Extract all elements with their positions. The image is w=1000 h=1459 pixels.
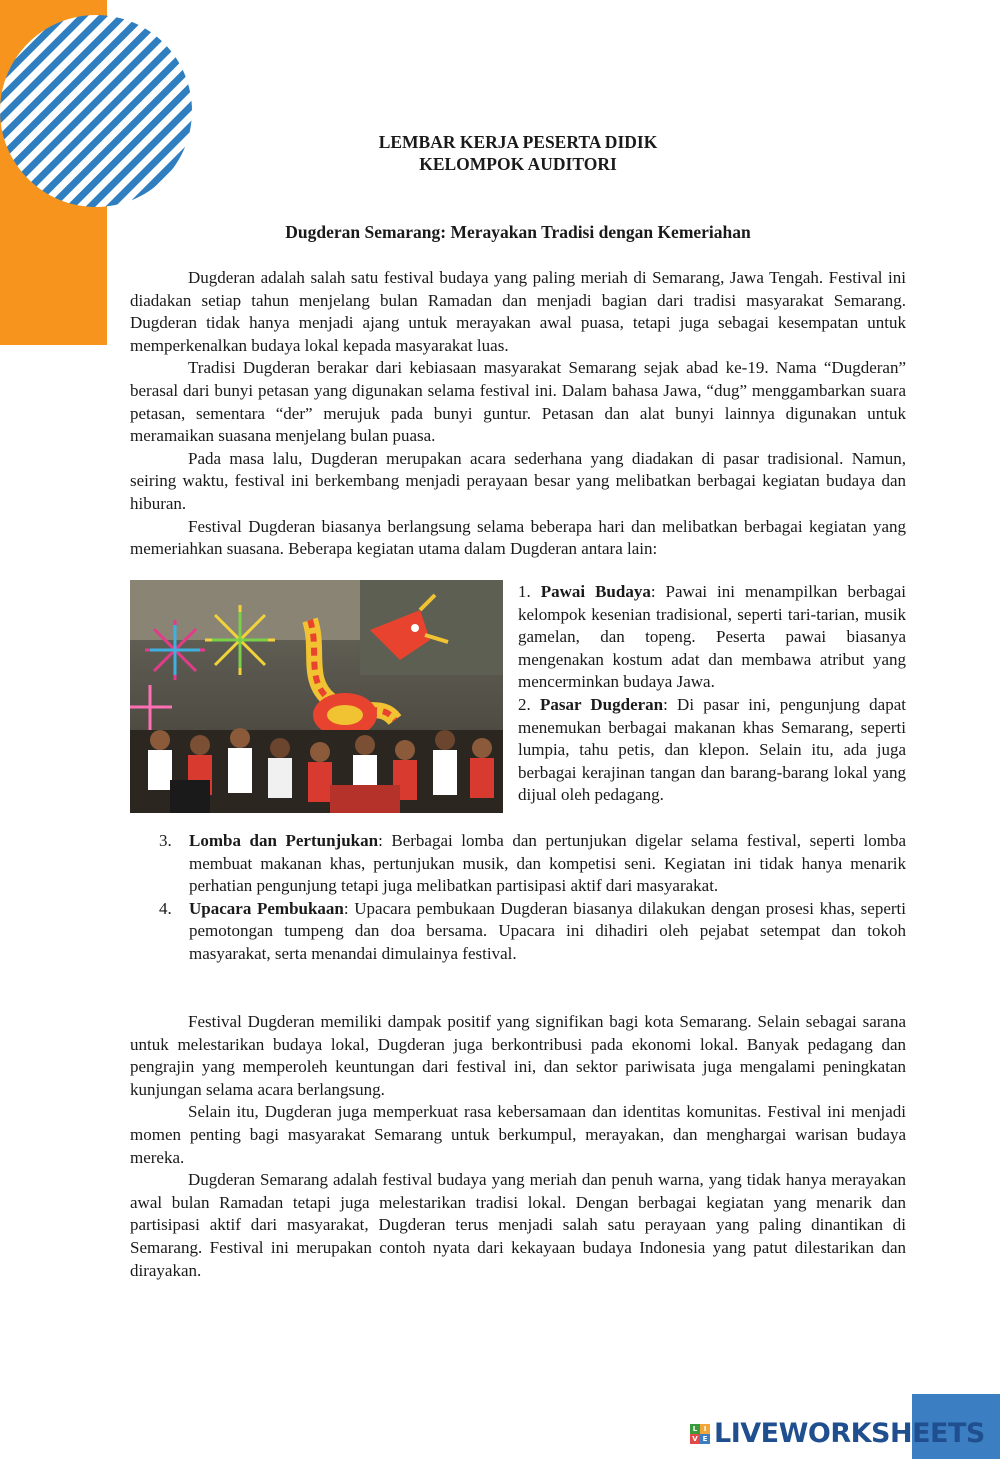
list-item-title: Pawai Budaya <box>540 582 651 601</box>
liveworksheets-logo-icon: L I V E <box>690 1424 710 1444</box>
liveworksheets-brand[interactable] <box>690 1394 1000 1459</box>
paragraph: Dugderan Semarang adalah festival budaya yang meriah dan penuh warna, yang tidak hanya merayakan awal bulan Ramadan tetapi juga melestarikan tradisi lokal. Dengan berbagai kegiatan yang menarik dan partisipasi aktif dari masyarakat, Dugderan terus menjadi salah satu perayaan yang paling dinantikan di Semarang. Festival ini merupakan contoh nyata dari kekayaan budaya Indonesia yang patut dilestarikan dan dirayakan. <box>130 1170 906 1280</box>
activities-side-column <box>518 581 906 807</box>
list-number: 1. <box>518 582 531 601</box>
closing-section <box>130 1011 906 1282</box>
list-number: 4. <box>159 898 172 918</box>
list-item <box>130 830 906 898</box>
group-title: KELOMPOK AUDITORI <box>419 154 617 174</box>
paragraph: Festival Dugderan biasanya berlangsung selama beberapa hari dan melibatkan berbagai kegiatan yang memeriahkan suasana. Beberapa kegiatan utama dalam Dugderan antara lain: <box>130 516 906 559</box>
festival-photo <box>130 580 503 813</box>
intro-section <box>130 267 906 561</box>
list-item-text: : Di pasar ini, pengunjung dapat menemukan berbagai makanan khas Semarang, seperti lumpia, tahu petis, dan klepon. Selain itu, ada juga berbagai kerajinan tangan dan barang-barang lokal yang dijual oleh pedagang. <box>518 694 906 805</box>
list-item <box>518 581 906 694</box>
list-item-title: Lomba dan Pertunjukan <box>189 831 379 850</box>
worksheet-title: LEMBAR KERJA PESERTA DIDIK <box>378 132 658 152</box>
article-title: Dugderan Semarang: Merayakan Tradisi dengan Kemeriahan <box>285 222 751 242</box>
list-number: 3. <box>159 831 172 850</box>
striped-circle-decoration <box>0 15 193 208</box>
activities-list <box>130 830 906 966</box>
list-item <box>130 898 906 966</box>
paragraph: Tradisi Dugderan berakar dari kebiasaan masyarakat Semarang sejak abad ke-19. Nama “Dugderan” berasal dari bunyi petasan yang digunakan selama festival ini. Dalam bahasa Jawa, “dug” menggambarkan suara petasan, sementara “der” merujuk pada bunyi guntur. Petasan dan alat bunyi lainnya digunakan untuk meramaikan suasana menjelang bulan puasa. <box>130 358 906 446</box>
list-item <box>518 694 906 807</box>
list-item-text: : Berbagai lomba dan pertunjukan digelar selama festival, seperti lomba membuat makanan khas, pertunjukan musik, dan kompetisi seni. Kegiatan ini tidak hanya menarik perhatian pengunjung tetapi juga melibatkan partisipasi aktif dari masyarakat. <box>189 831 906 896</box>
list-item-title: Upacara Pembukaan <box>189 898 344 918</box>
list-number: 2. <box>518 694 531 714</box>
paragraph: Selain itu, Dugderan juga memperkuat rasa kebersamaan dan identitas komunitas. Festival ini menjadi momen penting bagi masyarakat Semarang untuk berkumpul, merayakan, dan menghargai warisan budaya mereka. <box>130 1102 906 1167</box>
list-item-text: : Pawai ini menampilkan berbagai kelompok kesenian tradisional, seperti tari-tarian, musik gamelan, dan topeng. Peserta pawai biasanya mengenakan kostum adat dan membawa atribut yang mencerminkan budaya Jawa. <box>518 582 907 692</box>
list-item-title: Pasar Dugderan <box>539 694 664 714</box>
brand-logo <box>690 1418 985 1449</box>
brand-name: LIVEWORKSHEETS <box>714 1418 985 1449</box>
paragraph: Pada masa lalu, Dugderan merupakan acara sederhana yang diadakan di pasar tradisional. Namun, seiring waktu, festival ini berkembang menjadi perayaan besar yang melibatkan berbagai kegiatan budaya dan hiburan. <box>130 448 906 513</box>
paragraph: Dugderan adalah salah satu festival budaya yang paling meriah di Semarang, Jawa Tengah. Festival ini diadakan setiap tahun menjelang bulan Ramadan dan menjadi bagian dari tradisi masyarakat Semarang. Dugderan tidak hanya menjadi ajang untuk merayakan awal puasa, tetapi juga sebagai kesempatan untuk memperkenalkan budaya lokal kepada masyarakat luas. <box>130 268 906 355</box>
list-item-text: : Upacara pembukaan Dugderan biasanya dilakukan dengan prosesi khas, seperti pemotongan tumpeng dan doa bersama. Upacara ini dihadiri oleh pejabat setempat dan tokoh masyarakat, serta menandai dimulainya festival. <box>189 898 906 963</box>
paragraph: Festival Dugderan memiliki dampak positif yang signifikan bagi kota Semarang. Selain sebagai sarana untuk melestarikan budaya lokal, Dugderan juga berkontribusi pada ekonomi lokal. Banyak pedagang dan pengrajin yang memperoleh keuntungan dari festival ini, dan sektor pariwisata juga mengalami peningkatan kunjungan selama acara berlangsung. <box>130 1012 906 1099</box>
